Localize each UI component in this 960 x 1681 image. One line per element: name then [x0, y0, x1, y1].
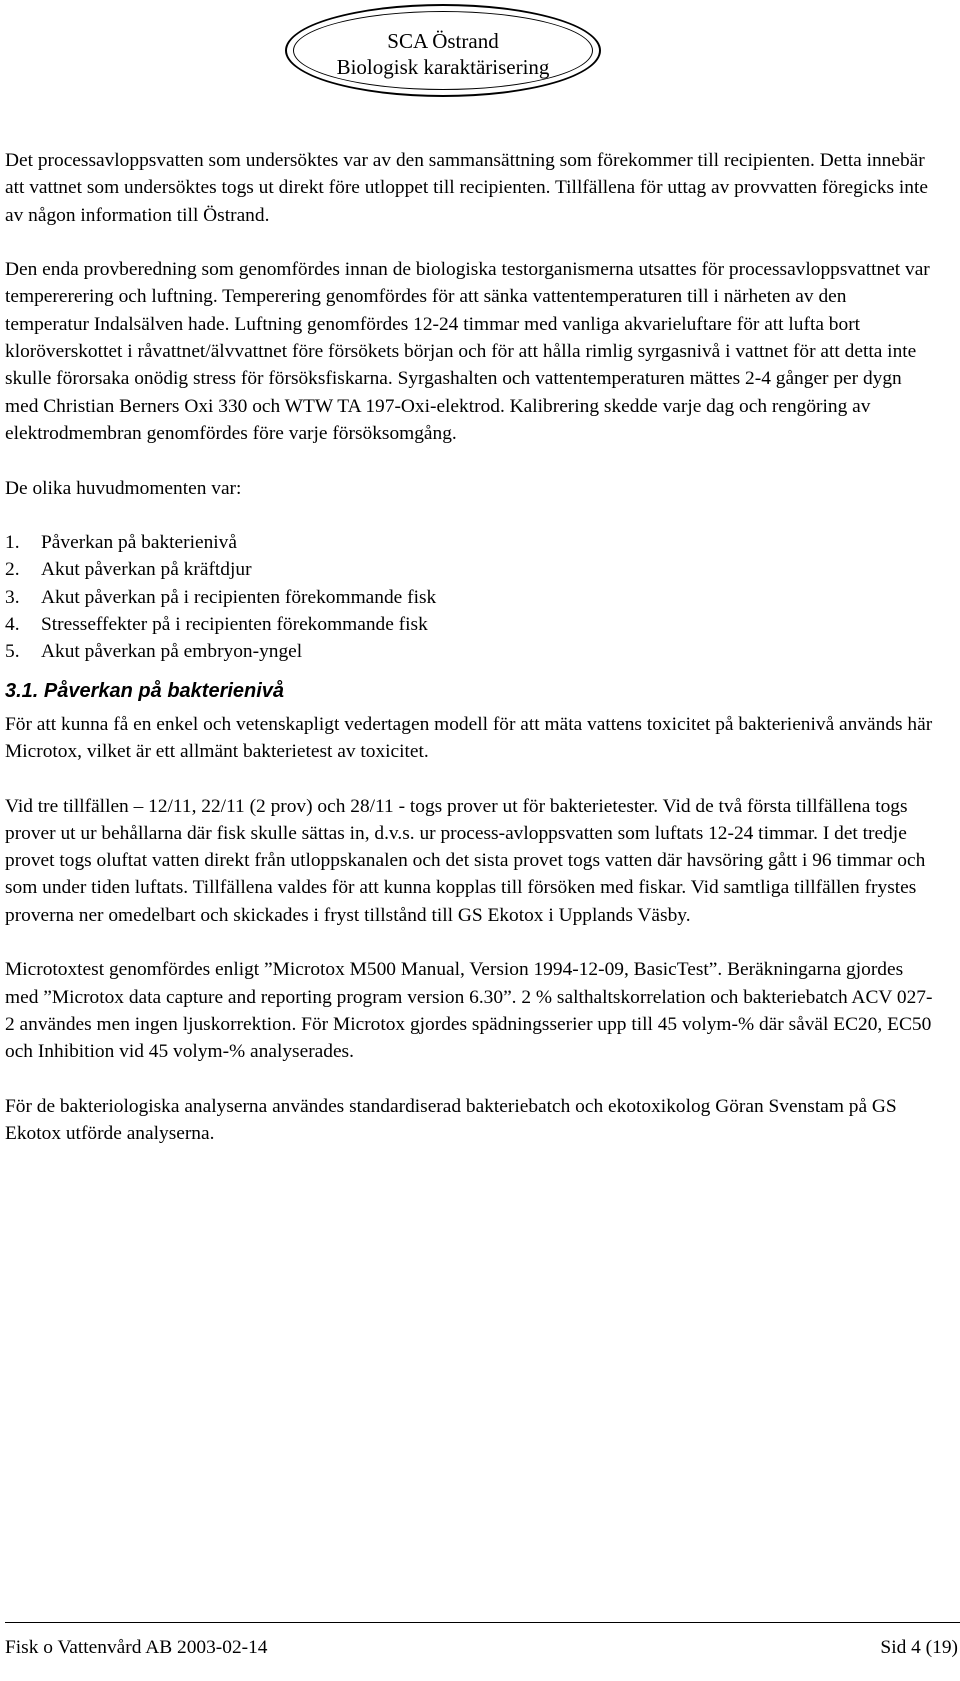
list-item-text: Påverkan på bakterienivå [41, 532, 237, 554]
paragraph-analysis: För de bakteriologiska analyserna användes standardiserad bakteriebatch och ekotoxikolog Göran Svenstam på GS Ekotox utförde analyserna. [5, 1095, 897, 1145]
list-item [5, 611, 935, 638]
header-company: SCA Östrand [387, 29, 499, 53]
section-heading: 3.1. Påverkan på bakterienivå [5, 679, 285, 702]
paragraph-microtox-method: Microtoxtest genomfördes enligt ”Microtox M500 Manual, Version 1994-12-09, BasicTest”. Beräkningarna gjordes med ”Microtox data capture and reporting program version 6.30”. 2 % salthaltskorrelation och bakteriebatch ACV 027-2 användes men ingen ljuskorrektion. För Microtox gjordes spädningsserier upp till 45 volym-% där såväl EC20, EC50 och Inhibition vid 45 volym-% analyserades. [5, 959, 933, 1063]
moments-list [5, 529, 935, 665]
list-item [5, 529, 935, 556]
paragraph-sampling-occasions: Vid tre tillfällen – 12/11, 22/11 (2 prov) och 28/11 - togs prover ut för bakterietester. Vid de två första tillfällena togs prover ut ur behållarna där fisk skulle sättas in, d.v.s. ur process-avloppsvatten som luftats 12-24 timmar. I det tredje provet togs oluftat vatten direkt från utloppskanalen och det sista provet togs vatten där havsöring gått i 96 timmar och som under tiden luftats. Tillfällena valdes för att kunna kopplas till försöken med fiskar. Vid samtliga tillfällen frystes proverna ner omedelbart och skickades i fryst tillstånd till GS Ekotox i Upplands Väsby. [5, 795, 926, 926]
header-oval [285, 4, 601, 97]
list-item [5, 584, 935, 611]
list-item-number: 5. [5, 641, 20, 663]
list-item-text: Akut påverkan på embryon-yngel [41, 641, 303, 663]
list-item-number: 2. [5, 559, 20, 581]
list-item-text: Akut påverkan på kräftdjur [41, 559, 252, 581]
list-item-number: 3. [5, 586, 20, 608]
footer-divider [5, 1622, 960, 1623]
list-item-text: Stresseffekter på i recipienten förekommande fisk [41, 614, 428, 636]
document-body [5, 147, 935, 1147]
list-item-number: 1. [5, 532, 20, 554]
footer-company-date: Fisk o Vattenvård AB 2003-02-14 [5, 1637, 268, 1658]
list-item-number: 4. [5, 614, 20, 636]
footer-page-number: Sid 4 (19) [880, 1637, 958, 1658]
list-item [5, 638, 935, 665]
paragraph-microtox-intro: För att kunna få en enkel och vetenskapligt vedertagen modell för att mäta vattens toxicitet på bakterienivå används här Microtox, vilket är ett allmänt bakterietest av toxicitet. [5, 713, 933, 762]
paragraph-preparation: Den enda provberedning som genomfördes innan de biologiska testorganismerna utsattes för processavloppsvattnet var tempererering och luftning. Temperering genomfördes för att sänka vattentemperaturen till i närheten av den temperatur Indalsälven hade. Luftning genomfördes 12-24 timmar med vanliga akvarieluftare för att lufta bort kloröverskottet i råvattnet/älvvattnet före försökets början och för att hålla rimlig syrgasnivå i vattnet för att detta inte skulle förorsaka onödig stress för försöksfiskarna. Syrgashalten och vattentemperaturen mättes 2-4 gånger per dygn med Christian Berners Oxi 330 och WTW TA 197-Oxi-elektrod. Kalibrering skedde varje dag och rengöring av elektrodmembran genomfördes före varje försöksomgång. [5, 259, 930, 444]
list-item [5, 556, 935, 583]
paragraph-moments-intro: De olika huvudmomenten var: [5, 477, 242, 499]
paragraph-sampling: Det processavloppsvatten som undersöktes var av den sammansättning som förekommer till recipienten. Detta innebär att vattnet som undersöktes togs ut direkt före utloppet till recipienten. Tillfällena för uttag av provvatten föregicks inte av någon information till Östrand. [5, 150, 928, 226]
header-subtitle: Biologisk karaktärisering [336, 55, 550, 79]
header-text [287, 28, 599, 80]
list-item-text: Akut påverkan på i recipienten förekommande fisk [41, 586, 437, 608]
